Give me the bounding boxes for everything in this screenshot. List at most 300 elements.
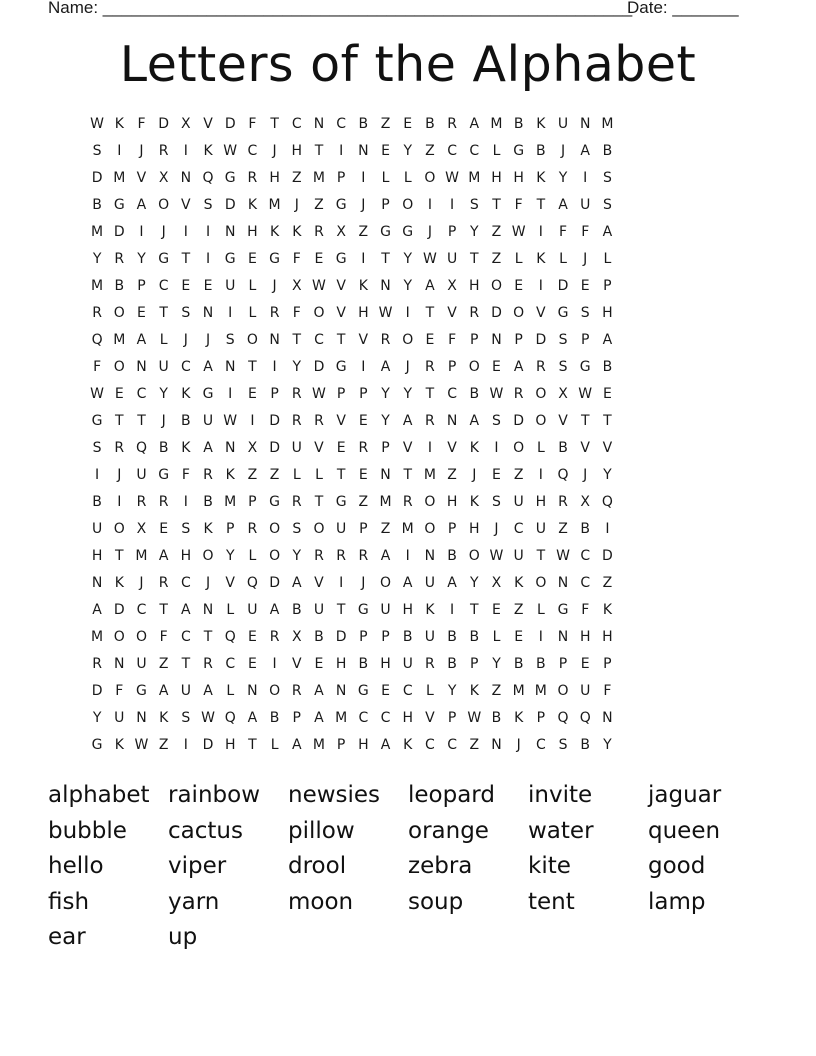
grid-letter: G [91,737,103,753]
grid-letter: R [558,494,568,510]
grid-letter: H [91,548,103,564]
grid-letter: A [469,116,480,132]
grid-letter: P [603,656,612,672]
grid-letter: K [536,251,546,267]
grid-row [86,627,734,654]
grid-letter: W [556,548,570,564]
grid-letter: X [491,575,502,591]
grid-letter: M [379,494,392,510]
grid-letter: H [469,521,480,537]
grid-letter: N [247,683,258,699]
grid-letter: U [535,521,546,537]
grid-letter: J [205,332,211,348]
grid-letter: R [136,494,147,510]
grid-letter: Y [292,548,302,564]
grid-letter: H [469,278,480,294]
grid-letter: C [447,737,457,753]
grid-row [86,222,734,249]
grid-letter: H [513,170,524,186]
grid-letter: Z [158,737,169,753]
grid-letter: C [247,143,258,159]
grid-letter: N [202,305,214,321]
grid-letter: X [291,629,302,645]
grid-letter: B [158,440,169,456]
grid-letter: F [292,305,301,321]
grid-letter: U [580,197,591,213]
word-bank [48,778,768,956]
grid-letter: B [447,629,457,645]
grid-letter: Z [358,224,369,240]
grid-letter: L [536,602,545,618]
grid-letter: D [269,575,280,591]
grid-letter: B [580,521,591,537]
grid-letter: U [91,521,103,537]
grid-letter: N [224,224,236,240]
grid-letter: W [511,224,526,240]
grid-letter: J [117,467,122,483]
word-bank-item: soup [408,888,464,915]
grid-letter: P [137,278,146,294]
grid-letter: O [424,521,436,537]
grid-letter: P [381,629,390,645]
grid-letter: A [291,575,302,591]
grid-letter: H [224,737,236,753]
grid-letter: O [113,359,125,375]
grid-letter: R [269,305,280,321]
grid-letter: Q [202,170,214,186]
grid-letter: A [247,710,258,726]
grid-letter: Z [269,467,280,483]
grid-letter: D [91,683,103,699]
grid-letter: N [491,737,502,753]
grid-letter: G [557,305,569,321]
grid-letter: J [361,197,366,213]
grid-letter: B [447,548,457,564]
grid-letter: V [336,278,346,294]
grid-letter: Z [291,170,302,186]
grid-letter: B [602,143,613,159]
grid-letter: Z [491,683,502,699]
grid-letter: Q [135,440,147,456]
grid-letter: W [578,386,593,402]
grid-letter: F [159,629,168,645]
grid-letter: J [139,143,144,159]
grid-letter: Y [92,251,102,267]
grid-letter: M [335,710,348,726]
grid-letter: G [402,224,414,240]
grid-letter: R [203,467,213,483]
grid-letter: C [358,710,369,726]
grid-letter: A [314,710,324,726]
grid-letter: E [314,656,324,672]
grid-letter: M [312,170,326,186]
grid-letter: T [603,413,612,429]
grid-letter: J [494,521,499,537]
grid-letter: L [248,305,257,321]
grid-letter: R [158,143,169,159]
grid-letter: A [402,413,413,429]
grid-letter: B [469,386,480,402]
grid-letter: W [489,386,504,402]
grid-letter: D [602,548,613,564]
grid-letter: O [113,629,125,645]
grid-letter: Q [579,710,591,726]
grid-letter: I [228,386,233,402]
grid-letter: W [312,386,326,402]
grid-letter: J [361,575,366,591]
grid-letter: T [425,386,435,402]
word-bank-item: alphabet [48,782,150,808]
grid-letter: V [203,116,213,132]
grid-letter: H [180,548,192,564]
grid-letter: Q [91,332,103,348]
grid-letter: U [313,602,325,618]
grid-letter: K [159,710,169,726]
grid-letter: X [136,521,147,537]
grid-letter: H [402,710,413,726]
grid-letter: K [469,683,479,699]
grid-letter: B [358,656,369,672]
grid-letter: B [114,278,125,294]
grid-letter: R [203,656,213,672]
grid-letter: E [181,278,191,294]
grid-letter: O [490,278,502,294]
grid-letter: H [291,143,303,159]
grid-letter: H [335,656,347,672]
grid-letter: T [536,197,546,213]
grid-letter: S [558,332,568,348]
grid-letter: J [472,467,477,483]
grid-letter: Y [403,251,412,267]
grid-row [86,168,734,195]
grid-letter: B [425,116,435,132]
grid-letter: T [492,197,501,213]
grid-letter: R [92,656,102,672]
grid-letter: L [514,251,523,267]
grid-letter: I [405,548,410,564]
grid-letter: R [92,305,102,321]
grid-letter: C [580,575,591,591]
grid-letter: N [446,413,458,429]
grid-letter: M [312,737,326,753]
word-bank-item: water [528,817,594,844]
grid-letter: D [224,116,236,132]
grid-row [86,330,734,357]
grid-letter: W [201,710,215,726]
grid-letter: P [536,710,546,726]
grid-letter: X [558,386,568,402]
grid-letter: F [137,116,146,132]
grid-letter: L [536,440,545,456]
grid-letter: K [203,143,213,159]
grid-row [86,438,734,465]
grid-letter: Q [601,494,613,510]
grid-row [86,546,734,573]
grid-letter: O [513,440,525,456]
grid-letter: M [135,548,148,564]
grid-row [86,573,734,600]
word-bank-item: ear [48,924,86,951]
grid-letter: O [269,683,281,699]
grid-letter: I [183,737,188,753]
grid-letter: P [447,224,457,240]
grid-letter: D [557,278,569,294]
grid-letter: R [425,359,435,375]
grid-letter: B [314,629,324,645]
grid-letter: I [339,143,344,159]
grid-letter: A [136,332,147,348]
grid-letter: U [446,251,458,267]
grid-letter: N [491,332,502,348]
grid-letter: J [205,575,211,591]
grid-letter: E [336,440,346,456]
word-bank-item: leopard [408,782,495,808]
grid-letter: R [247,521,258,537]
grid-letter: G [557,602,569,618]
grid-letter: H [247,224,258,240]
grid-letter: K [114,116,124,132]
grid-letter: X [181,116,191,132]
grid-letter: O [513,305,525,321]
grid-letter: Y [403,278,412,294]
grid-letter: W [223,413,238,429]
grid-letter: I [95,467,100,483]
grid-letter: I [205,224,211,240]
grid-letter: D [269,440,280,456]
grid-letter: G [357,683,369,699]
grid-letter: U [402,656,413,672]
grid-letter: I [228,305,233,321]
grid-letter: J [183,332,188,348]
grid-letter: C [180,575,191,591]
grid-letter: L [492,143,501,159]
grid-letter: G [224,170,236,186]
grid-letter: L [248,548,257,564]
grid-letter: A [269,602,280,618]
grid-letter: S [181,710,191,726]
grid-letter: K [403,737,413,753]
grid-letter: B [269,710,280,726]
grid-letter: M [468,170,481,186]
grid-letter: G [158,467,170,483]
grid-letter: I [339,575,344,591]
grid-letter: S [602,170,612,186]
grid-letter: U [136,467,147,483]
grid-letter: E [492,467,501,483]
word-bank-item: tent [528,888,575,915]
grid-letter: R [291,386,302,402]
grid-letter: J [139,575,144,591]
grid-letter: N [224,359,236,375]
grid-letter: O [113,305,125,321]
grid-letter: P [292,710,301,726]
grid-letter: Z [158,656,169,672]
grid-letter: M [268,197,281,213]
grid-row [86,492,734,519]
grid-letter: N [424,548,436,564]
grid-letter: W [90,386,105,402]
grid-letter: E [247,386,257,402]
grid-letter: K [225,467,235,483]
grid-letter: G [113,197,125,213]
grid-row [86,384,734,411]
grid-letter: Z [469,737,480,753]
grid-letter: Q [557,467,569,483]
grid-row [86,600,734,627]
grid-letter: X [447,278,457,294]
word-bank-item: cactus [168,817,243,844]
grid-letter: J [272,143,277,159]
grid-letter: I [494,440,499,456]
grid-letter: F [448,332,457,348]
grid-letter: T [137,413,146,429]
grid-letter: C [180,629,191,645]
grid-letter: B [92,494,102,510]
grid-letter: U [424,575,436,591]
grid-letter: G [335,494,347,510]
grid-letter: E [159,521,169,537]
grid-letter: M [601,116,614,132]
grid-letter: J [516,737,521,753]
word-bank-item: bubble [48,817,127,844]
grid-letter: W [378,305,393,321]
grid-letter: E [247,656,257,672]
grid-letter: C [447,386,457,402]
grid-letter: K [425,602,435,618]
grid-letter: V [402,440,413,456]
grid-letter: A [469,413,480,429]
grid-letter: V [314,575,324,591]
grid-letter: Y [92,710,102,726]
grid-letter: N [602,710,613,726]
grid-letter: W [134,737,149,753]
grid-letter: M [490,116,503,132]
grid-letter: E [247,629,257,645]
grid-letter: R [291,683,302,699]
grid-letter: K [292,224,302,240]
grid-letter: Y [470,575,479,591]
grid-letter: M [512,683,525,699]
grid-letter: U [424,629,436,645]
grid-letter: Y [470,224,479,240]
grid-letter: P [359,386,368,402]
grid-letter: E [580,278,590,294]
grid-letter: O [535,575,547,591]
grid-letter: T [381,251,390,267]
grid-letter: O [468,359,480,375]
grid-letter: T [159,305,168,321]
grid-letter: T [292,332,302,348]
grid-row [86,195,734,222]
grid-letter: N [557,629,569,645]
grid-letter: H [269,170,280,186]
grid-letter: T [336,602,346,618]
grid-letter: B [92,197,102,213]
grid-letter: U [180,683,191,699]
grid-letter: I [450,197,455,213]
grid-letter: C [535,737,546,753]
word-search-grid [86,114,734,762]
grid-letter: B [513,656,524,672]
grid-letter: R [469,305,480,321]
grid-letter: B [447,656,457,672]
grid-letter: O [557,683,569,699]
grid-letter: R [314,413,324,429]
grid-letter: A [447,575,457,591]
word-bank-item: yarn [168,888,220,915]
grid-letter: L [226,602,235,618]
grid-letter: D [269,413,280,429]
grid-letter: H [358,737,369,753]
grid-letter: D [91,170,103,186]
grid-letter: A [380,359,391,375]
grid-letter: B [536,143,546,159]
grid-letter: P [336,737,346,753]
grid-letter: F [581,224,590,240]
grid-letter: R [247,170,258,186]
grid-letter: Y [447,683,457,699]
grid-letter: Q [246,575,258,591]
grid-letter: C [469,143,480,159]
grid-letter: N [180,170,192,186]
grid-letter: I [183,494,188,510]
grid-letter: K [114,575,124,591]
grid-letter: T [248,359,257,375]
grid-letter: D [535,332,547,348]
grid-letter: R [158,575,169,591]
grid-letter: Z [513,467,524,483]
grid-letter: Y [603,467,612,483]
grid-letter: U [336,521,347,537]
grid-letter: A [402,575,413,591]
word-bank-item: fish [48,888,90,915]
grid-letter: Y [403,386,412,402]
grid-letter: Y [603,737,612,753]
grid-letter: G [269,251,281,267]
grid-letter: R [358,548,369,564]
grid-letter: R [535,359,546,375]
grid-letter: N [224,440,236,456]
grid-letter: H [535,494,547,510]
grid-letter: F [115,683,124,699]
grid-letter: W [90,116,105,132]
word-bank-item: jaguar [648,782,722,808]
grid-letter: Z [558,521,568,537]
grid-letter: E [137,305,146,321]
grid-letter: O [269,521,281,537]
grid-letter: U [225,278,236,294]
grid-letter: N [136,359,147,375]
grid-letter: V [447,305,457,321]
grid-letter: F [514,197,523,213]
word-bank-item: drool [288,853,347,880]
grid-letter: A [380,737,391,753]
grid-letter: I [427,197,432,213]
grid-letter: D [513,413,525,429]
grid-row [86,735,734,762]
grid-letter: K [203,521,213,537]
grid-letter: L [159,332,168,348]
grid-letter: P [381,197,390,213]
grid-letter: N [579,116,591,132]
grid-letter: Z [491,251,502,267]
grid-letter: A [158,683,169,699]
grid-letter: R [158,494,169,510]
grid-letter: S [203,197,213,213]
grid-letter: B [181,413,191,429]
grid-letter: K [514,710,524,726]
grid-letter: S [580,305,590,321]
